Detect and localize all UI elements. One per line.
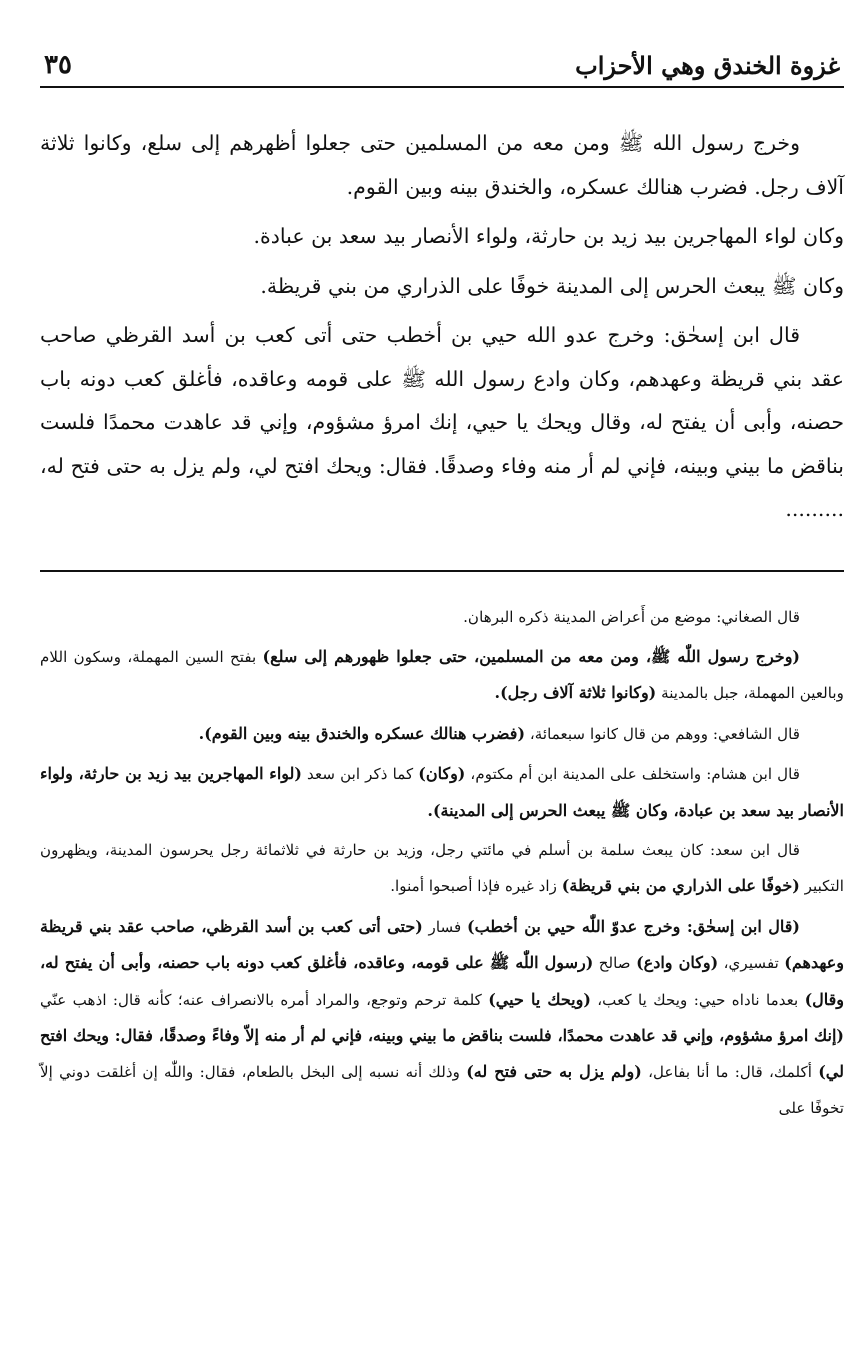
quoted-text: (قال ابن إسحٰق: وخرج عدوّ اللّٰه حيي بن أخطب) bbox=[467, 916, 800, 936]
commentary-text: أكلمك، قال: ما أنا بفاعل، bbox=[641, 1063, 819, 1082]
commentary-text: تفسيري، bbox=[718, 954, 785, 973]
main-sentence: وكان لواء المهاجرين بيد زيد بن حارثة، ولواء الأنصار بيد سعد بن عبادة. bbox=[253, 224, 844, 248]
commentary-text: بعدما ناداه حيي: ويحك يا كعب، bbox=[590, 990, 805, 1009]
commentary-text: فسار bbox=[422, 917, 467, 936]
quoted-text: (ولم يزل به حتى فتح له) bbox=[466, 1062, 642, 1082]
commentary-text: كما ذكر ابن سعد bbox=[302, 765, 419, 784]
quoted-text: (لواء المهاجرين بيد زيد بن حارثة، ولواء الأنصار بيد سعد بن عبادة، وكان ﷺ يبعث الحرس إلى المدينة). bbox=[40, 764, 844, 820]
quoted-text: (خوفًا على الذراري من بني قريظة) bbox=[561, 876, 800, 896]
commentary-paragraph bbox=[40, 909, 844, 1126]
commentary-text: صالح bbox=[593, 954, 637, 973]
commentary-text: زاد غيره فإذا أصبحوا أمنوا. bbox=[390, 877, 562, 896]
quoted-text: (وكان وادع) bbox=[636, 953, 719, 973]
main-sentence: وخرج رسول الله ﷺ ومن معه من المسلمين حتى جعلوا أظهرهم إلى سلع، وكانوا ثلاثة آلاف رجل. فضرب هنالك عسكره، والخندق بينه وبين القوم. bbox=[40, 131, 844, 199]
quoted-text: (فضرب هنالك عسكره والخندق بينه وبين القوم). bbox=[198, 723, 526, 743]
commentary-text: قال ابن هشام: واستخلف على المدينة ابن أم مكتوم، bbox=[465, 765, 801, 784]
quoted-text: (رسول اللّٰه ﷺ على قومه، وعاقده، فأغلق كعب دونه باب حصنه، وأبى أن يفتح له، وقال) bbox=[40, 953, 845, 1009]
commentary-text: وذلك أنه نسبه إلى البخل بالطعام، فقال: واللّٰه إن أغلقت دوني إلاّ تخوفًا على bbox=[40, 1063, 844, 1117]
commentary-text: قال الشافعي: ووهم من قال كانوا سبعمائة، bbox=[525, 724, 800, 743]
commentary-text: قال ابن سعد: كان يبعث سلمة بن أسلم في مائتي رجل، وزيد بن حارثة في ثلاثمائة رجل يحرسون المدينة، ويظهرون التكبير bbox=[40, 840, 844, 896]
main-paragraph bbox=[40, 265, 844, 309]
commentary-text: كلمة ترحم وتوجع، والمراد أمره بالانصراف عنه؛ كأنه قال: اذهب عنّي bbox=[40, 990, 489, 1009]
main-text bbox=[40, 122, 844, 532]
running-title: غزوة الخندق وهي الأحزاب bbox=[575, 51, 840, 80]
commentary bbox=[40, 600, 844, 1127]
main-sentence: قال ابن إسحٰق: وخرج عدو الله حيي بن أخطب حتى أتى كعب بن أسد القرظي صاحب عقد بني قريظة وعهدهم، وكان وادع رسول الله ﷺ على قومه وعاقده، فأغلق كعب دونه باب حصنه، وأبى أن يفتح له، وقال ويحك يا حيي، إنك امرؤ مشؤوم، وإني قد عاهدت محمدًا فلست بناقض ما بيني وبينه، فإني لم أر منه وفاء وصدقًا. فقال: ويحك افتح لي، ولم يزل به حتى فتح له، ......... bbox=[40, 323, 844, 521]
main-paragraph bbox=[40, 215, 844, 259]
commentary-text: بفتح السين المهملة، وسكون اللام وبالعين المهملة، جبل بالمدينة bbox=[40, 647, 844, 703]
main-paragraph bbox=[40, 122, 844, 209]
footnote-separator bbox=[40, 570, 844, 572]
quoted-text: (وخرج رسول اللّٰه ﷺ، ومن معه من المسلمين، حتى جعلوا ظهورهم إلى سلع) bbox=[262, 646, 800, 666]
commentary-paragraph bbox=[40, 756, 844, 829]
main-sentence: وكان ﷺ يبعث الحرس إلى المدينة خوفًا على الذراري من بني قريظة. bbox=[260, 273, 844, 298]
page-number: ٣٥ bbox=[44, 50, 72, 80]
quoted-text: (حتى أتى كعب بن أسد القرظي، صاحب عقد بني قريظة وعهدهم) bbox=[40, 916, 844, 973]
running-header bbox=[40, 38, 844, 88]
commentary-paragraph bbox=[40, 600, 844, 635]
quoted-text: (ويحك يا حيي) bbox=[488, 989, 591, 1009]
quoted-text: (وكان) bbox=[418, 764, 466, 784]
commentary-paragraph bbox=[40, 833, 844, 905]
commentary-text: قال الصغاني: موضع من أَعراض المدينة ذكره البرهان. bbox=[463, 607, 800, 626]
main-paragraph bbox=[40, 314, 844, 532]
quoted-text: (إنك امرؤ مشؤوم، وإني قد عاهدت محمدًا، فلست بناقض ما بيني وبينه، فإني لم أر منه إلاّ وفاءً وصدقًا، فقال: ويحك افتح لي) bbox=[40, 1025, 845, 1082]
commentary-paragraph bbox=[40, 639, 844, 712]
commentary-paragraph bbox=[40, 716, 844, 752]
quoted-text: (وكانوا ثلاثة آلاف رجل). bbox=[494, 683, 657, 703]
